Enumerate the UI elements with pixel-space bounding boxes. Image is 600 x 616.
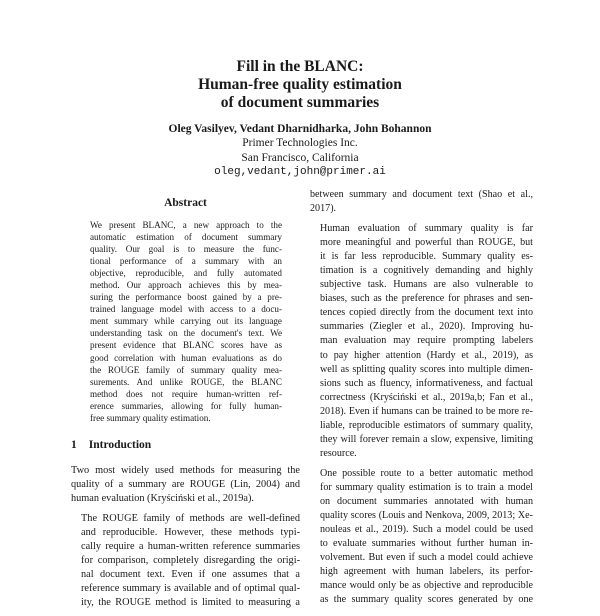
right-paragraph-1 [310, 222, 533, 461]
intro-paragraph-1 [71, 464, 300, 506]
text-line: cally require a human-written reference summaries [81, 541, 300, 553]
section-title: Introduction [88, 438, 152, 451]
text-line: nal document text. Even if one assumes that a [81, 569, 300, 581]
text-line: mance would only be as objective and reproducible [320, 580, 533, 592]
paper-title [0, 58, 600, 112]
text-line: 2018). Even if humans can be trained to be more re- [320, 405, 533, 417]
text-line: Human evaluation of summary quality is far [320, 223, 533, 235]
text-line: they will forever remain a slow, expensive, limiting [320, 433, 533, 445]
affiliation [0, 136, 600, 180]
text-line: reference summary is available and of optimal qual- [81, 583, 300, 595]
text-line: for comparison, completely disregarding the origi- [81, 555, 300, 567]
text-line: resource. [320, 447, 357, 459]
right-paragraph-2 [310, 467, 533, 607]
text-line: The ROUGE family of methods are well-defined [81, 512, 300, 524]
section-number: 1 [71, 438, 77, 451]
text-line: tional performance of a summary with an [90, 256, 282, 267]
text-line: Two most widely used methods for measuring the [71, 464, 300, 476]
text-line: for summary quality estimation is to train a model [320, 481, 533, 493]
text-line: trained language model with access to a docu- [90, 304, 282, 315]
text-line: surements. And unlike ROUGE, the BLANC [90, 376, 282, 387]
title-line-2: Human-free quality estimation [198, 76, 402, 93]
text-line: it is far less reproducible. Summary quality es- [320, 251, 533, 263]
text-line: summaries (Ziegler et al., 2020). Improving hu- [320, 321, 533, 333]
title-line-1: Fill in the BLANC: [236, 58, 364, 75]
text-line: One possible route to a better automatic method [320, 467, 533, 479]
text-line: 2017). [310, 203, 337, 215]
text-line: high agreement with human labelers, its perfor- [320, 566, 533, 578]
text-line: automatic estimation of document summary [90, 232, 282, 243]
text-line: free summary quality estimation. [90, 412, 211, 423]
text-line: quality of a summary are ROUGE (Lin, 2004) and [71, 478, 300, 490]
affiliation-location: San Francisco, California [241, 151, 359, 164]
text-line: man evaluation may require prompting labelers [320, 335, 533, 347]
left-column [71, 196, 300, 616]
intro-paragraph-2 [71, 512, 300, 610]
abstract-body [90, 219, 282, 424]
text-line: present evidence that BLANC scores have as [90, 340, 282, 351]
text-line: ment summary while carrying out its language [90, 316, 282, 327]
text-line: subjective task. Humans are also vulnerable to [320, 279, 533, 291]
text-line: ity, the ROUGE method is limited to measuring a [81, 597, 300, 609]
text-line: quality. Our goal is to measure the func- [90, 244, 282, 255]
abstract-heading: Abstract [164, 197, 207, 209]
text-line: correctness (Kryściński et al., 2019a,b; Fan et al., [320, 391, 533, 403]
text-line: sions such as fluency, informativeness, and factual [320, 377, 533, 389]
text-line: biases, such as the preference for phrases and sen- [320, 293, 533, 305]
right-column [310, 188, 533, 613]
text-line: nouleas et al., 2019). Such a model could be used [320, 524, 533, 536]
text-line: to pay higher attention (Hardy et al., 2019), as [320, 349, 533, 361]
text-line: the ROUGE family of summary quality mea- [90, 364, 282, 375]
text-line: suring the performance boost gained by a pre- [90, 292, 282, 303]
text-line: objective, reproducible, and fully automated [90, 268, 282, 279]
text-line: human evaluation (Kryściński et al., 2019a). [71, 492, 255, 504]
text-line: between summary and document text (Shao et al., [310, 189, 533, 200]
text-line: quality scores (Louis and Nenkova, 2009, 2013; Xe- [320, 510, 533, 522]
text-line: liable, reproducible estimators of summary quality, [320, 419, 533, 431]
text-line: to evaluate summaries without further human in- [320, 538, 533, 550]
text-line: as the summary quality scores generated by one [320, 594, 533, 606]
text-line: well as splitting quality scores into multiple dimen- [320, 363, 533, 375]
text-line: more meaningful and powerful than ROUGE, but [320, 237, 533, 249]
author-names: Oleg Vasilyev, Vedant Dharnidharka, John Bohannon [168, 123, 432, 135]
text-line: method. Our approach achieves this by mea- [90, 280, 282, 291]
affiliation-org: Primer Technologies Inc. [242, 137, 358, 149]
right-paragraph-0 [310, 188, 533, 216]
title-line-3: of document summaries [220, 94, 380, 111]
text-line: erence summaries, allowing for fully human- [90, 400, 282, 411]
text-line: volvement. But even if such a model could achieve [320, 552, 533, 564]
text-line: timation is a cognitively demanding and highly [320, 265, 533, 277]
text-line: tences copied directly from the document text into [320, 307, 533, 319]
text-line: and reproducible. However, these methods typi- [81, 526, 300, 538]
text-line: understanding task on the document's text. We [90, 328, 282, 339]
text-line: We present BLANC, a new approach to the [90, 220, 282, 230]
text-line: good correlation with human evaluations as do [90, 352, 282, 363]
text-line: on document summaries annotated with human [320, 495, 533, 507]
text-line: method does not require human-written ref- [90, 388, 282, 399]
author-email: oleg,vedant,john@primer.ai [214, 166, 386, 178]
section-heading [71, 438, 300, 452]
